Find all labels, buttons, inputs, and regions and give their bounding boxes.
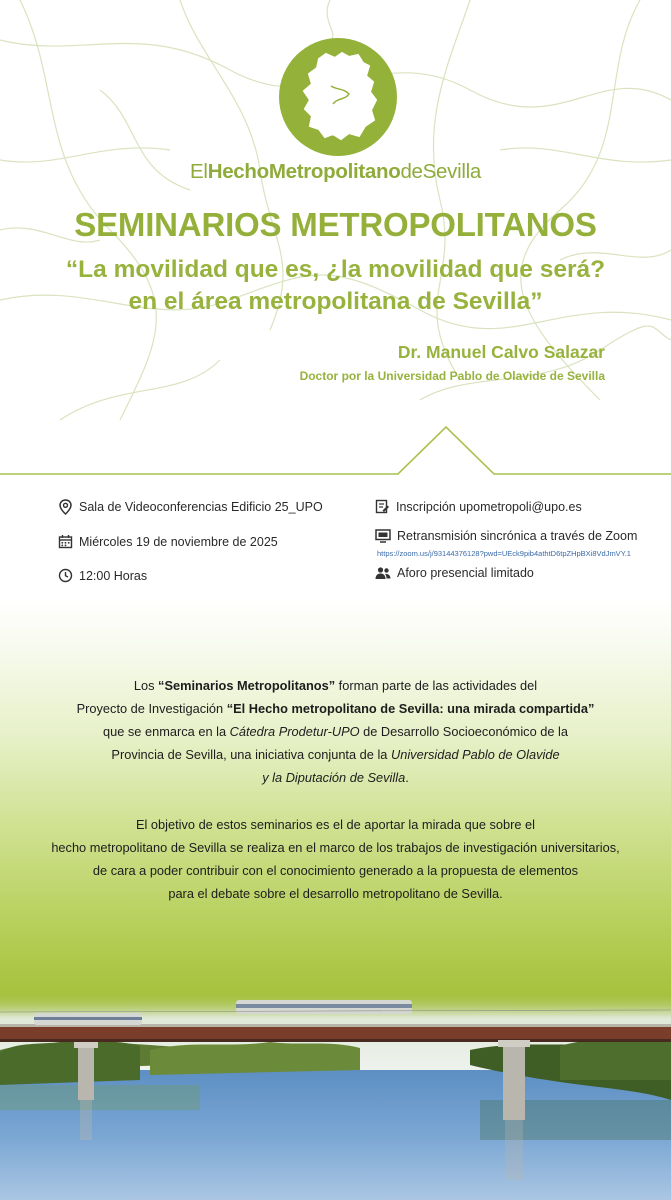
location-pin-icon: [58, 499, 73, 515]
zoom-link[interactable]: https://zoom.us/j/93144376128?pwd=UEck9pib4athtD6tpZHpBXi8VdJmVY.1: [377, 549, 631, 558]
speaker-affiliation: Doctor por la Universidad Pablo de Olavide de Sevilla: [299, 369, 605, 383]
description-text: de Desarrollo Socioeconómico de la: [359, 724, 568, 739]
stream-text: Retransmisión sincrónica a través de Zoom: [397, 529, 638, 543]
date-info: [58, 534, 278, 549]
project-name: “El Hecho metropolitano de Sevilla: una mirada compartida”: [226, 701, 595, 716]
date-text: Miércoles 19 de noviembre de 2025: [79, 534, 278, 549]
chair-name: Cátedra Prodetur-UPO: [229, 724, 360, 739]
description-line: [0, 766, 671, 790]
registration-text[interactable]: Inscripción upometropoli@upo.es: [396, 499, 582, 514]
location-text: Sala de Videoconferencias Edificio 25_UPO: [79, 500, 323, 514]
page-title: SEMINARIOS METROPOLITANOS: [74, 206, 597, 243]
people-icon: [375, 566, 391, 580]
province-map-icon: [279, 38, 397, 156]
description-text: que se enmarca en la: [103, 724, 230, 739]
logo-bold: HechoMetropolitano: [207, 160, 401, 183]
description-text: forman parte de las actividades del: [335, 678, 538, 693]
description-bold: “Seminarios Metropolitanos”: [158, 678, 336, 693]
description-text: Los: [133, 678, 159, 693]
description-line: [0, 674, 671, 698]
signup-form-icon: [375, 499, 390, 514]
logo-wordmark: [0, 160, 671, 184]
calendar-icon: [58, 534, 73, 549]
monitor-icon: [375, 529, 391, 543]
description-text: Provincia de Sevilla, una iniciativa conjunta de la: [111, 747, 391, 762]
location-info: [58, 499, 323, 515]
bridge-river-photo: [0, 990, 671, 1200]
subtitle-line-1: “La movilidad que es, ¿la movilidad que será?: [65, 256, 606, 283]
time-text: 12:00 Horas: [79, 568, 148, 583]
speaker-name: Dr. Manuel Calvo Salazar: [397, 342, 605, 362]
description-line: [0, 697, 671, 721]
logo-emblem: [279, 38, 397, 156]
description-line: [0, 743, 671, 767]
stream-info: [375, 529, 637, 543]
objective-line: para el debate sobre el desarrollo metropolitano de Sevilla.: [168, 886, 503, 901]
logo-prefix: El: [190, 160, 208, 183]
objective-line: de cara a poder contribuir con el conocimiento generado a la propuesta de elementos: [92, 863, 579, 878]
time-info: [58, 568, 147, 583]
university-name: Universidad Pablo de Olavide: [390, 747, 560, 762]
subtitle-line-2: en el área metropolitana de Sevilla”: [128, 288, 543, 315]
registration-info: [375, 499, 582, 514]
diputacion-name: y la Diputación de Sevilla: [262, 770, 406, 785]
capacity-text: Aforo presencial limitado: [397, 566, 534, 580]
objective-line: El objetivo de estos seminarios es el de aportar la mirada que sobre el: [135, 817, 536, 832]
logo-suffix: deSevilla: [400, 160, 481, 183]
objective-line: hecho metropolitano de Sevilla se realiza en el marco de los trabajos de investigación universitarios,: [51, 840, 620, 855]
capacity-info: [375, 566, 534, 580]
clock-icon: [58, 568, 73, 583]
description-line: [0, 720, 671, 744]
description-text: Proyecto de Investigación: [76, 701, 227, 716]
description-text: .: [405, 770, 409, 785]
